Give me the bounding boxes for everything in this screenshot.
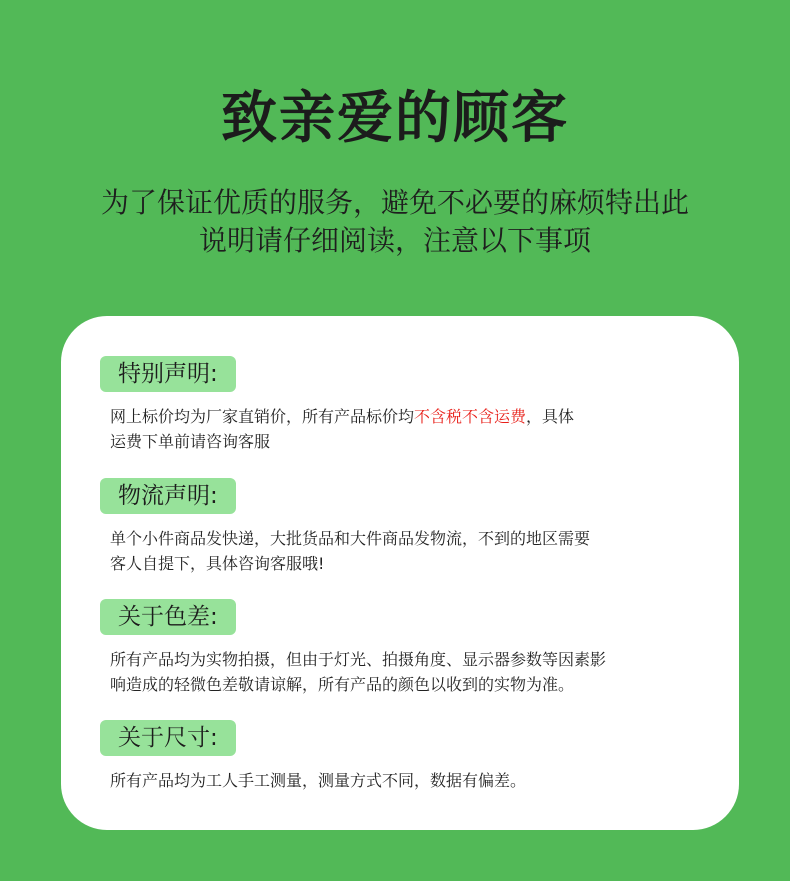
section-color-difference [100, 599, 690, 697]
page-title: 致亲爱的顾客 [221, 86, 569, 151]
body-line-1-prefix: 网上标价均为厂家直销价，所有产品标价均 [110, 407, 415, 426]
section-label-logistics-statement: 物流声明: [100, 478, 236, 514]
section-logistics-statement [100, 478, 690, 576]
notice-card [61, 316, 739, 830]
body-line-2: 响造成的轻微色差敬请谅解，所有产品的颜色以收到的实物为准。 [110, 675, 575, 694]
body-line-1: 所有产品均为工人手工测量，测量方式不同，数据有偏差。 [110, 771, 527, 790]
page-subtitle [0, 184, 790, 260]
body-line-1 [110, 404, 690, 429]
section-label-color-difference: 关于色差: [100, 599, 236, 635]
body-line-1: 单个小件商品发快递，大批货品和大件商品发物流，不到的地区需要 [110, 529, 591, 548]
section-size [100, 720, 690, 793]
section-body-logistics-statement [110, 526, 690, 576]
section-special-statement [100, 356, 690, 454]
body-line-1: 所有产品均为实物拍摄，但由于灯光、拍摄角度、显示器参数等因素影 [110, 650, 607, 669]
body-line-2: 客人自提下，具体咨询客服哦! [110, 554, 325, 573]
body-line-1-suffix: ，具体 [526, 407, 575, 426]
tax-shipping-highlight: 不含税不含运费 [414, 407, 527, 426]
section-label-special-statement: 特别声明: [100, 356, 236, 392]
subtitle-line-2: 说明请仔细阅读，注意以下事项 [198, 224, 591, 257]
section-body-special-statement [110, 404, 690, 454]
section-body-size [110, 768, 690, 793]
body-line-2: 运费下单前请咨询客服 [110, 432, 271, 451]
section-label-size: 关于尺寸: [100, 720, 236, 756]
section-body-color-difference [110, 647, 690, 697]
subtitle-line-1: 为了保证优质的服务，避免不必要的麻烦特出此 [100, 186, 689, 219]
